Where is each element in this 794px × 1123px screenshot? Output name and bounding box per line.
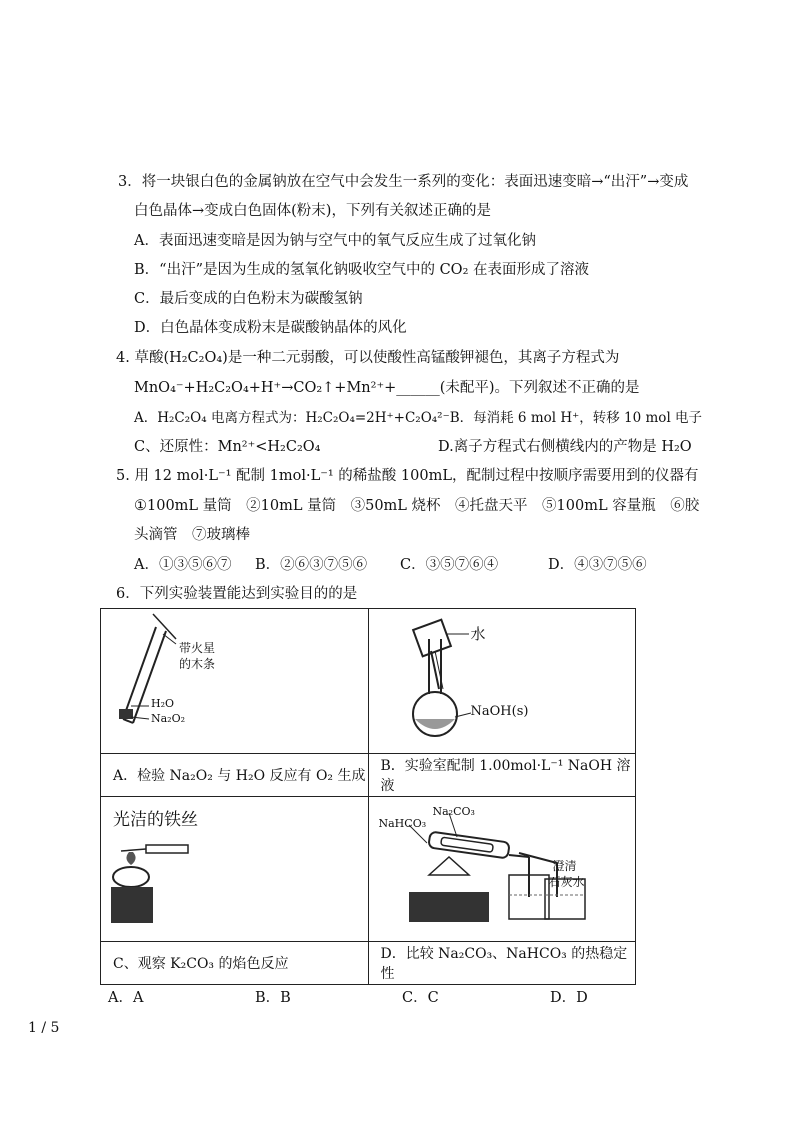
q5-option-b: B．②⑥③⑦⑤⑥ <box>255 557 368 573</box>
label-na2o2: Na₂O₂ <box>151 712 186 725</box>
label-h2o: H₂O <box>151 697 175 710</box>
q3-option-d: D．白色晶体变成粉末是碳酸钠晶体的风化 <box>134 320 407 336</box>
q3-stem-line1: 3．将一块银白色的金属钠放在空气中会发生一系列的变化：表面迅速变暗→“出汗”→变成 <box>118 174 689 190</box>
page-number: 1 / 5 <box>28 1020 60 1036</box>
label-naoh-solid: NaOH(s) <box>470 704 529 719</box>
q6-option-a: A．A <box>108 990 144 1006</box>
q5-stem-line1: 5. 用 12 mol·L⁻¹ 配制 1mol·L⁻¹ 的稀盐酸 100mL，配制过程中按顺序需要用到的仪器有 <box>116 468 699 484</box>
apparatus-c-cell <box>101 797 369 942</box>
apparatus-a-diagram <box>101 609 367 749</box>
apparatus-b-diagram <box>369 609 635 749</box>
label-clean-iron-wire: 光洁的铁丝 <box>113 810 198 830</box>
experiment-table <box>100 608 636 985</box>
q3-stem-line2: 白色晶体→变成白色固体(粉末)，下列有关叙述正确的是 <box>134 203 491 219</box>
q4-option-a-b: A．H₂C₂O₄ 电离方程式为：H₂C₂O₄=2H⁺+C₂O₄²⁻B．每消耗 6 mol H⁺，转移 10 mol 电子 <box>134 410 703 426</box>
caption-d: D．比较 Na₂CO₃、NaHCO₃ 的热稳定性 <box>368 942 636 985</box>
q5-option-c: C．③⑤⑦⑥④ <box>400 557 499 573</box>
apparatus-d-cell <box>368 797 636 942</box>
apparatus-b-cell <box>368 609 636 754</box>
label-nahco3: NaHCO₃ <box>378 817 427 830</box>
label-glowing-splint-1: 带火星 <box>179 641 216 655</box>
caption-a: A．检验 Na₂O₂ 与 H₂O 反应有 O₂ 生成 <box>101 754 369 797</box>
q5-stem-line3: 头滴管 ⑦玻璃棒 <box>134 527 250 543</box>
q6-option-c: C．C <box>402 990 439 1006</box>
q3-option-b: B．“出汗”是因为生成的氢氧化钠吸收空气中的 CO₂ 在表面形成了溶液 <box>134 262 589 278</box>
label-glowing-splint-2: 的木条 <box>179 657 216 671</box>
q3-option-a: A．表面迅速变暗是因为钠与空气中的氧气反应生成了过氧化钠 <box>134 233 536 249</box>
q6-option-d: D．D <box>550 990 588 1006</box>
label-na2co3: Na₂CO₃ <box>432 805 475 818</box>
label-water: 水 <box>470 625 486 643</box>
q4-option-d: D.离子方程式右侧横线内的产物是 H₂O <box>438 439 692 455</box>
q4-stem-line2: MnO₄⁻+H₂C₂O₄+H⁺→CO₂↑+Mn²⁺+______(未配平)。下列叙述不正确的是 <box>134 380 640 396</box>
caption-c: C、观察 K₂CO₃ 的焰色反应 <box>101 942 369 985</box>
label-limewater-2: 石灰水 <box>548 875 585 889</box>
q6-stem: 6．下列实验装置能达到实验目的的是 <box>116 586 358 602</box>
q5-option-d: D．④③⑦⑤⑥ <box>548 557 647 573</box>
q4-stem-line1: 4. 草酸(H₂C₂O₄)是一种二元弱酸，可以使酸性高锰酸钾褪色，其离子方程式为 <box>116 350 620 366</box>
label-limewater-1: 澄清 <box>552 859 577 873</box>
q4-option-c: C、还原性：Mn²⁺<H₂C₂O₄ <box>134 439 321 455</box>
q6-option-b: B．B <box>255 990 291 1006</box>
caption-b: B．实验室配制 1.00mol·L⁻¹ NaOH 溶液 <box>368 754 636 797</box>
q3-option-c: C．最后变成的白色粉末为碳酸氢钠 <box>134 291 363 307</box>
q5-stem-line2: ①100mL 量筒 ②10mL 量筒 ③50mL 烧杯 ④托盘天平 ⑤100mL 容量瓶 ⑥胶 <box>134 498 700 514</box>
q5-option-a: A．①③⑤⑥⑦ <box>134 557 232 573</box>
apparatus-a-cell <box>101 609 369 754</box>
